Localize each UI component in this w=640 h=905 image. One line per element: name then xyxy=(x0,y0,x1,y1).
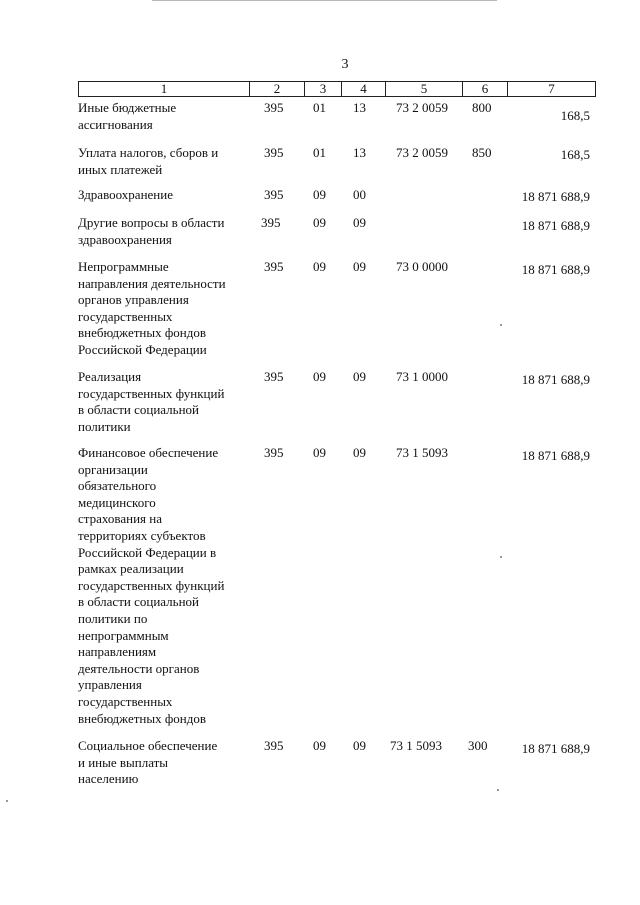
row-col-3: 01 xyxy=(313,100,326,115)
row-amount: 18 871 688,9 xyxy=(521,741,590,756)
row-amount: 18 871 688,9 xyxy=(521,372,590,387)
row-col-3: 09 xyxy=(313,738,326,753)
row-col-3: 09 xyxy=(313,369,326,384)
row-amount: 18 871 688,9 xyxy=(521,448,590,463)
row-col-4: 09 xyxy=(353,738,366,753)
row-col-2: 395 xyxy=(264,187,284,202)
row-col-5: 73 1 5093 xyxy=(396,445,448,460)
row-col-5: 73 0 0000 xyxy=(396,259,448,274)
row-name: Здравоохранение xyxy=(78,187,173,202)
row-amount: 18 871 688,9 xyxy=(521,218,590,233)
row-amount: 168,5 xyxy=(560,108,590,123)
scan-top-edge-line xyxy=(152,0,497,1)
row-col-4: 09 xyxy=(353,369,366,384)
row-col-2: 395 xyxy=(264,445,284,460)
row-col-2: 395 xyxy=(264,259,284,274)
scan-speck xyxy=(500,324,502,326)
row-col-2: 395 xyxy=(264,369,284,384)
row-name: Социальное обеспечение и иные выплаты населению xyxy=(78,738,218,787)
row-col-4: 09 xyxy=(353,259,366,274)
header-cell-3: 3 xyxy=(304,81,342,97)
row-col-4: 13 xyxy=(353,100,366,115)
row-col-2: 395 xyxy=(264,145,284,160)
row-col-4: 00 xyxy=(353,187,366,202)
row-col-5: 73 2 0059 xyxy=(396,100,448,115)
row-amount: 18 871 688,9 xyxy=(521,189,590,204)
scan-speck xyxy=(500,556,502,558)
row-name: Другие вопросы в области здравоохранения xyxy=(78,215,225,247)
row-col-3: 09 xyxy=(313,445,326,460)
scan-speck xyxy=(497,789,499,791)
header-cell-6: 6 xyxy=(462,81,508,97)
row-col-2: 395 xyxy=(264,738,284,753)
row-col-6: 300 xyxy=(468,738,488,753)
row-col-5: 73 1 5093 xyxy=(390,738,442,753)
row-col-4: 13 xyxy=(353,145,366,160)
row-col-4: 09 xyxy=(353,445,366,460)
row-name: Непрограммные направления деятельности органов управления государственных внебюджетных фондов Российской Федерации xyxy=(78,259,226,357)
row-col-3: 09 xyxy=(313,187,326,202)
row-name: Иные бюджетные ассигнования xyxy=(78,100,177,132)
row-name: Уплата налогов, сборов и иных платежей xyxy=(78,145,219,177)
row-col-6: 800 xyxy=(472,100,492,115)
header-cell-2: 2 xyxy=(249,81,305,97)
page-number: 3 xyxy=(341,57,349,72)
row-col-5: 73 1 0000 xyxy=(396,369,448,384)
row-amount: 168,5 xyxy=(560,147,590,162)
row-name: Финансовое обеспечение организации обязательного медицинского страхования на территориях субъектов Российской Федерации в рамках реализации государственных функций в области социальной политики по непрограммным направлениям деятельности органов управления государственных внебюджетных фондов xyxy=(78,445,225,726)
scan-speck xyxy=(6,800,8,802)
row-col-2: 395 xyxy=(264,100,284,115)
header-cell-4: 4 xyxy=(341,81,386,97)
row-col-6: 850 xyxy=(472,145,492,160)
row-col-4: 09 xyxy=(353,215,366,230)
row-col-5: 73 2 0059 xyxy=(396,145,448,160)
row-name: Реализация государственных функций в области социальной политики xyxy=(78,369,225,434)
row-col-3: 01 xyxy=(313,145,326,160)
header-cell-5: 5 xyxy=(385,81,463,97)
header-cell-1: 1 xyxy=(78,81,250,97)
row-col-3: 09 xyxy=(313,215,326,230)
header-cell-7: 7 xyxy=(507,81,596,97)
row-col-3: 09 xyxy=(313,259,326,274)
row-col-2: 395 xyxy=(261,215,281,230)
row-amount: 18 871 688,9 xyxy=(521,262,590,277)
